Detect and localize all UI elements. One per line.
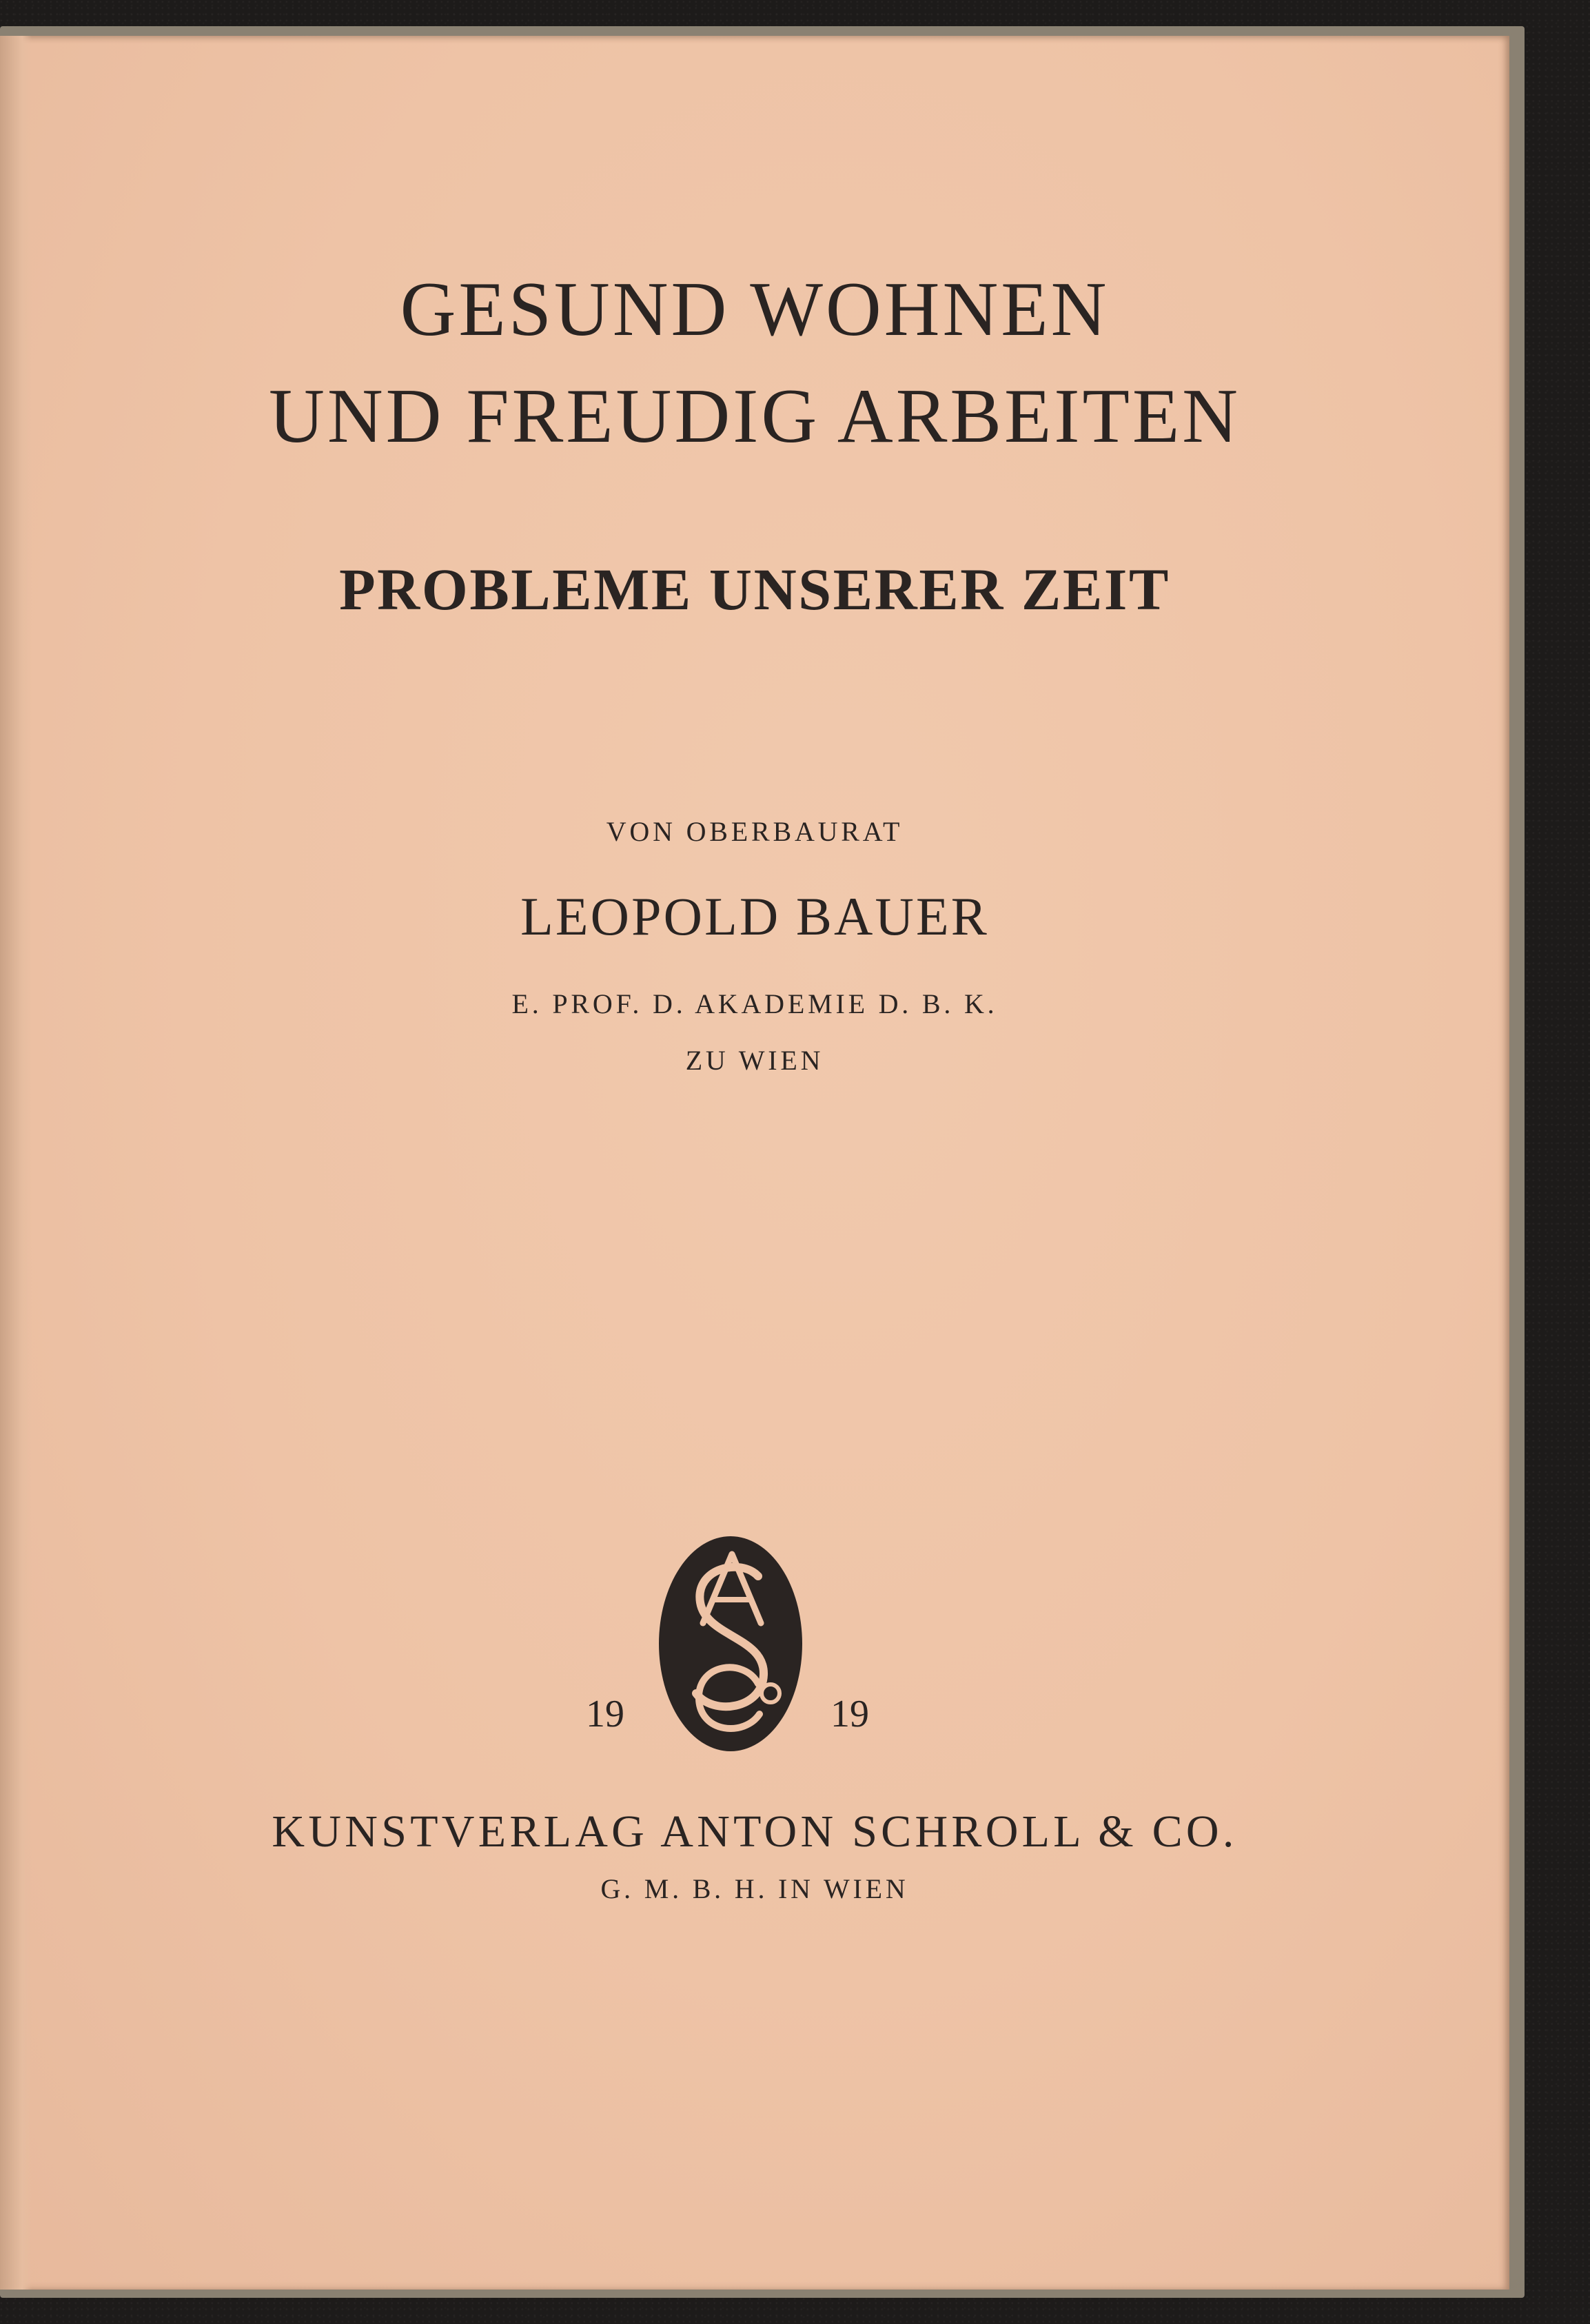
book-title-line-1: GESUND WOHNEN xyxy=(400,267,1110,352)
author-name: LEOPOLD BAUER xyxy=(520,886,989,946)
publisher-name: KUNSTVERLAG ANTON SCHROLL & CO. xyxy=(272,1806,1238,1857)
publisher-monogram-emblem xyxy=(655,1533,806,1754)
year-right: 19 xyxy=(830,1693,869,1735)
book-subtitle: PROBLEME UNSERER ZEIT xyxy=(339,556,1170,622)
author-location: ZU WIEN xyxy=(685,1045,824,1076)
publisher-detail: G. M. B. H. IN WIEN xyxy=(600,1873,909,1904)
year-left: 19 xyxy=(586,1693,624,1735)
book-title-line-2: UND FREUDIG ARBEITEN xyxy=(269,374,1241,459)
author-title: E. PROF. D. AKADEMIE D. B. K. xyxy=(511,988,998,1019)
author-prefix: VON OBERBAURAT xyxy=(606,816,904,847)
